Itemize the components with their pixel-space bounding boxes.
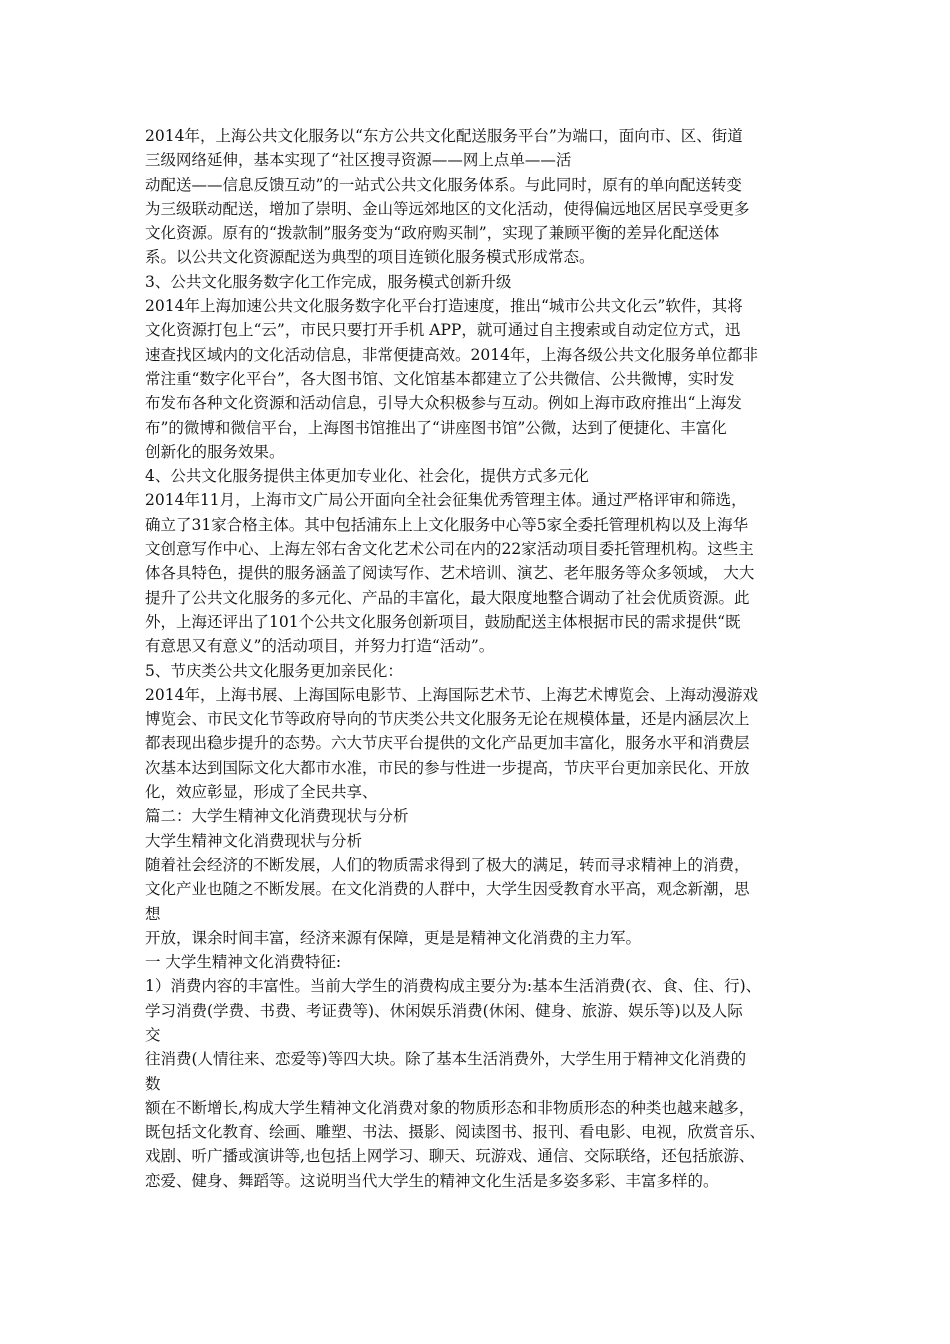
text-line: 篇二：大学生精神文化消费现状与分析 xyxy=(145,807,409,826)
text-line: 文化资源打包上“云”，市民只要打开手机 APP，就可通过自主搜索或自动定位方式，迅 xyxy=(145,321,741,340)
text-line: 都表现出稳步提升的态势。六大节庆平台提供的文化产品更加丰富化，服务水平和消费层 xyxy=(145,734,750,753)
text-line: 体各具特色，提供的服务涵盖了阅读写作、艺术培训、演艺、老年服务等众多领域， 大大 xyxy=(145,564,755,583)
text-line: 2014年，上海书展、上海国际电影节、上海国际艺术节、上海艺术博览会、上海动漫游戏 xyxy=(145,685,758,704)
text-line: 常注重“数字化平台”，各大图书馆、文化馆基本都建立了公共微信、公共微博，实时发 xyxy=(145,369,735,388)
text-line: 文化产业也随之不断发展。在文化消费的人群中，大学生因受教育水平高，观念新潮，思 xyxy=(145,880,750,899)
text-line: 学习消费(学费、书费、考证费等)、休闲娱乐消费(休闲、健身、旅游、娱乐等)以及人际 xyxy=(145,1001,743,1020)
text-line: 4、公共文化服务提供主体更加专业化、社会化，提供方式多元化 xyxy=(145,467,589,486)
text-line: 三级网络延伸，基本实现了“社区搜寻资源——网上点单——活 xyxy=(145,151,572,170)
text-line: 数 xyxy=(145,1074,161,1093)
text-line: 开放，课余时间丰富，经济来源有保障，更是是精神文化消费的主力军。 xyxy=(145,928,642,947)
text-line: 外，上海还评出了101个公共文化服务创新项目，鼓励配送主体根据市民的需求提供“既 xyxy=(145,612,741,631)
text-line: 随着社会经济的不断发展，人们的物质需求得到了极大的满足，转而寻求精神上的消费， xyxy=(145,855,750,874)
text-line: 2014年上海加速公共文化服务数字化平台打造速度，推出“城市公共文化云”软件，其将 xyxy=(145,297,743,316)
text-line: 想 xyxy=(145,904,161,923)
text-line: 5、节庆类公共文化服务更加亲民化： xyxy=(145,661,403,680)
text-line: 一 大学生精神文化消费特征: xyxy=(145,953,342,972)
text-line: 戏剧、听广播或演讲等,也包括上网学习、聊天、玩游戏、通信、交际联络，还包括旅游、 xyxy=(145,1147,755,1166)
text-line: 博览会、市民文化节等政府导向的节庆类公共文化服务无论在规模体量，还是内涵层次上 xyxy=(145,710,750,729)
text-line: 化，效应彰显，形成了全民共享、 xyxy=(145,783,378,802)
text-line: 系。以公共文化资源配送为典型的项目连锁化服务模式形成常态。 xyxy=(145,248,595,267)
text-line: 文创意写作中心、上海左邻右舍文化艺术公司在内的22家活动项目委托管理机构。这些主 xyxy=(145,540,754,559)
text-line: 交 xyxy=(145,1025,161,1044)
text-line: 文化资源。原有的“拨款制”服务变为“政府购买制”，实现了兼顾平衡的差异化配送体 xyxy=(145,224,720,243)
text-line: 3、公共文化服务数字化工作完成，服务模式创新升级 xyxy=(145,272,512,291)
text-line: 次基本达到国际文化大都市水准，市民的参与性进一步提高，节庆平台更加亲民化、开放 xyxy=(145,758,750,777)
text-line: 动配送——信息反馈互动”的一站式公共文化服务体系。与此同时，原有的单向配送转变 xyxy=(145,175,742,194)
text-line: 提升了公共文化服务的多元化、产品的丰富化，最大限度地整合调动了社会优质资源。此 xyxy=(145,588,750,607)
text-line: 确立了31家合格主体。其中包括浦东上上文化服务中心等5家全委托管理机构以及上海华 xyxy=(145,515,749,534)
text-line: 布发布各种文化资源和活动信息，引导大众积极参与互动。例如上海市政府推出“上海发 xyxy=(145,394,742,413)
text-line: 往消费(人情往来、恋爱等)等四大块。除了基本生活消费外，大学生用于精神文化消费的 xyxy=(145,1050,747,1069)
text-line: 速查找区域内的文化活动信息，非常便捷高效。2014年，上海各级公共文化服务单位都非 xyxy=(145,345,758,364)
document-body xyxy=(145,124,815,1193)
text-line: 有意思又有意义”的活动项目，并努力打造“活动”。 xyxy=(145,637,495,656)
text-line: 1）消费内容的丰富性。当前大学生的消费构成主要分为:基本生活消费(衣、食、住、行)、 xyxy=(145,977,762,996)
text-line: 2014年11月，上海市文广局公开面向全社会征集优秀管理主体。通过严格评审和筛选， xyxy=(145,491,747,510)
text-line: 创新化的服务效果。 xyxy=(145,442,285,461)
text-line: 恋爱、健身、舞蹈等。这说明当代大学生的精神文化生活是多姿多彩、丰富多样的。 xyxy=(145,1171,719,1190)
text-line: 布”的微博和微信平台，上海图书馆推出了“讲座图书馆”公微，达到了便捷化、丰富化 xyxy=(145,418,727,437)
text-line: 2014年，上海公共文化服务以“东方公共文化配送服务平台”为端口，面向市、区、街道 xyxy=(145,127,743,145)
text-line: 大学生精神文化消费现状与分析 xyxy=(145,831,363,850)
text-line: 既包括文化教育、绘画、雕塑、书法、摄影、阅读图书、报刊、看电影、电视，欣赏音乐、 xyxy=(145,1123,766,1142)
text-line: 为三级联动配送，增加了崇明、金山等远郊地区的文化活动，使得偏远地区居民享受更多 xyxy=(145,199,750,218)
text-line: 额在不断增长,构成大学生精神文化消费对象的物质形态和非物质形态的种类也越来越多， xyxy=(145,1098,755,1117)
